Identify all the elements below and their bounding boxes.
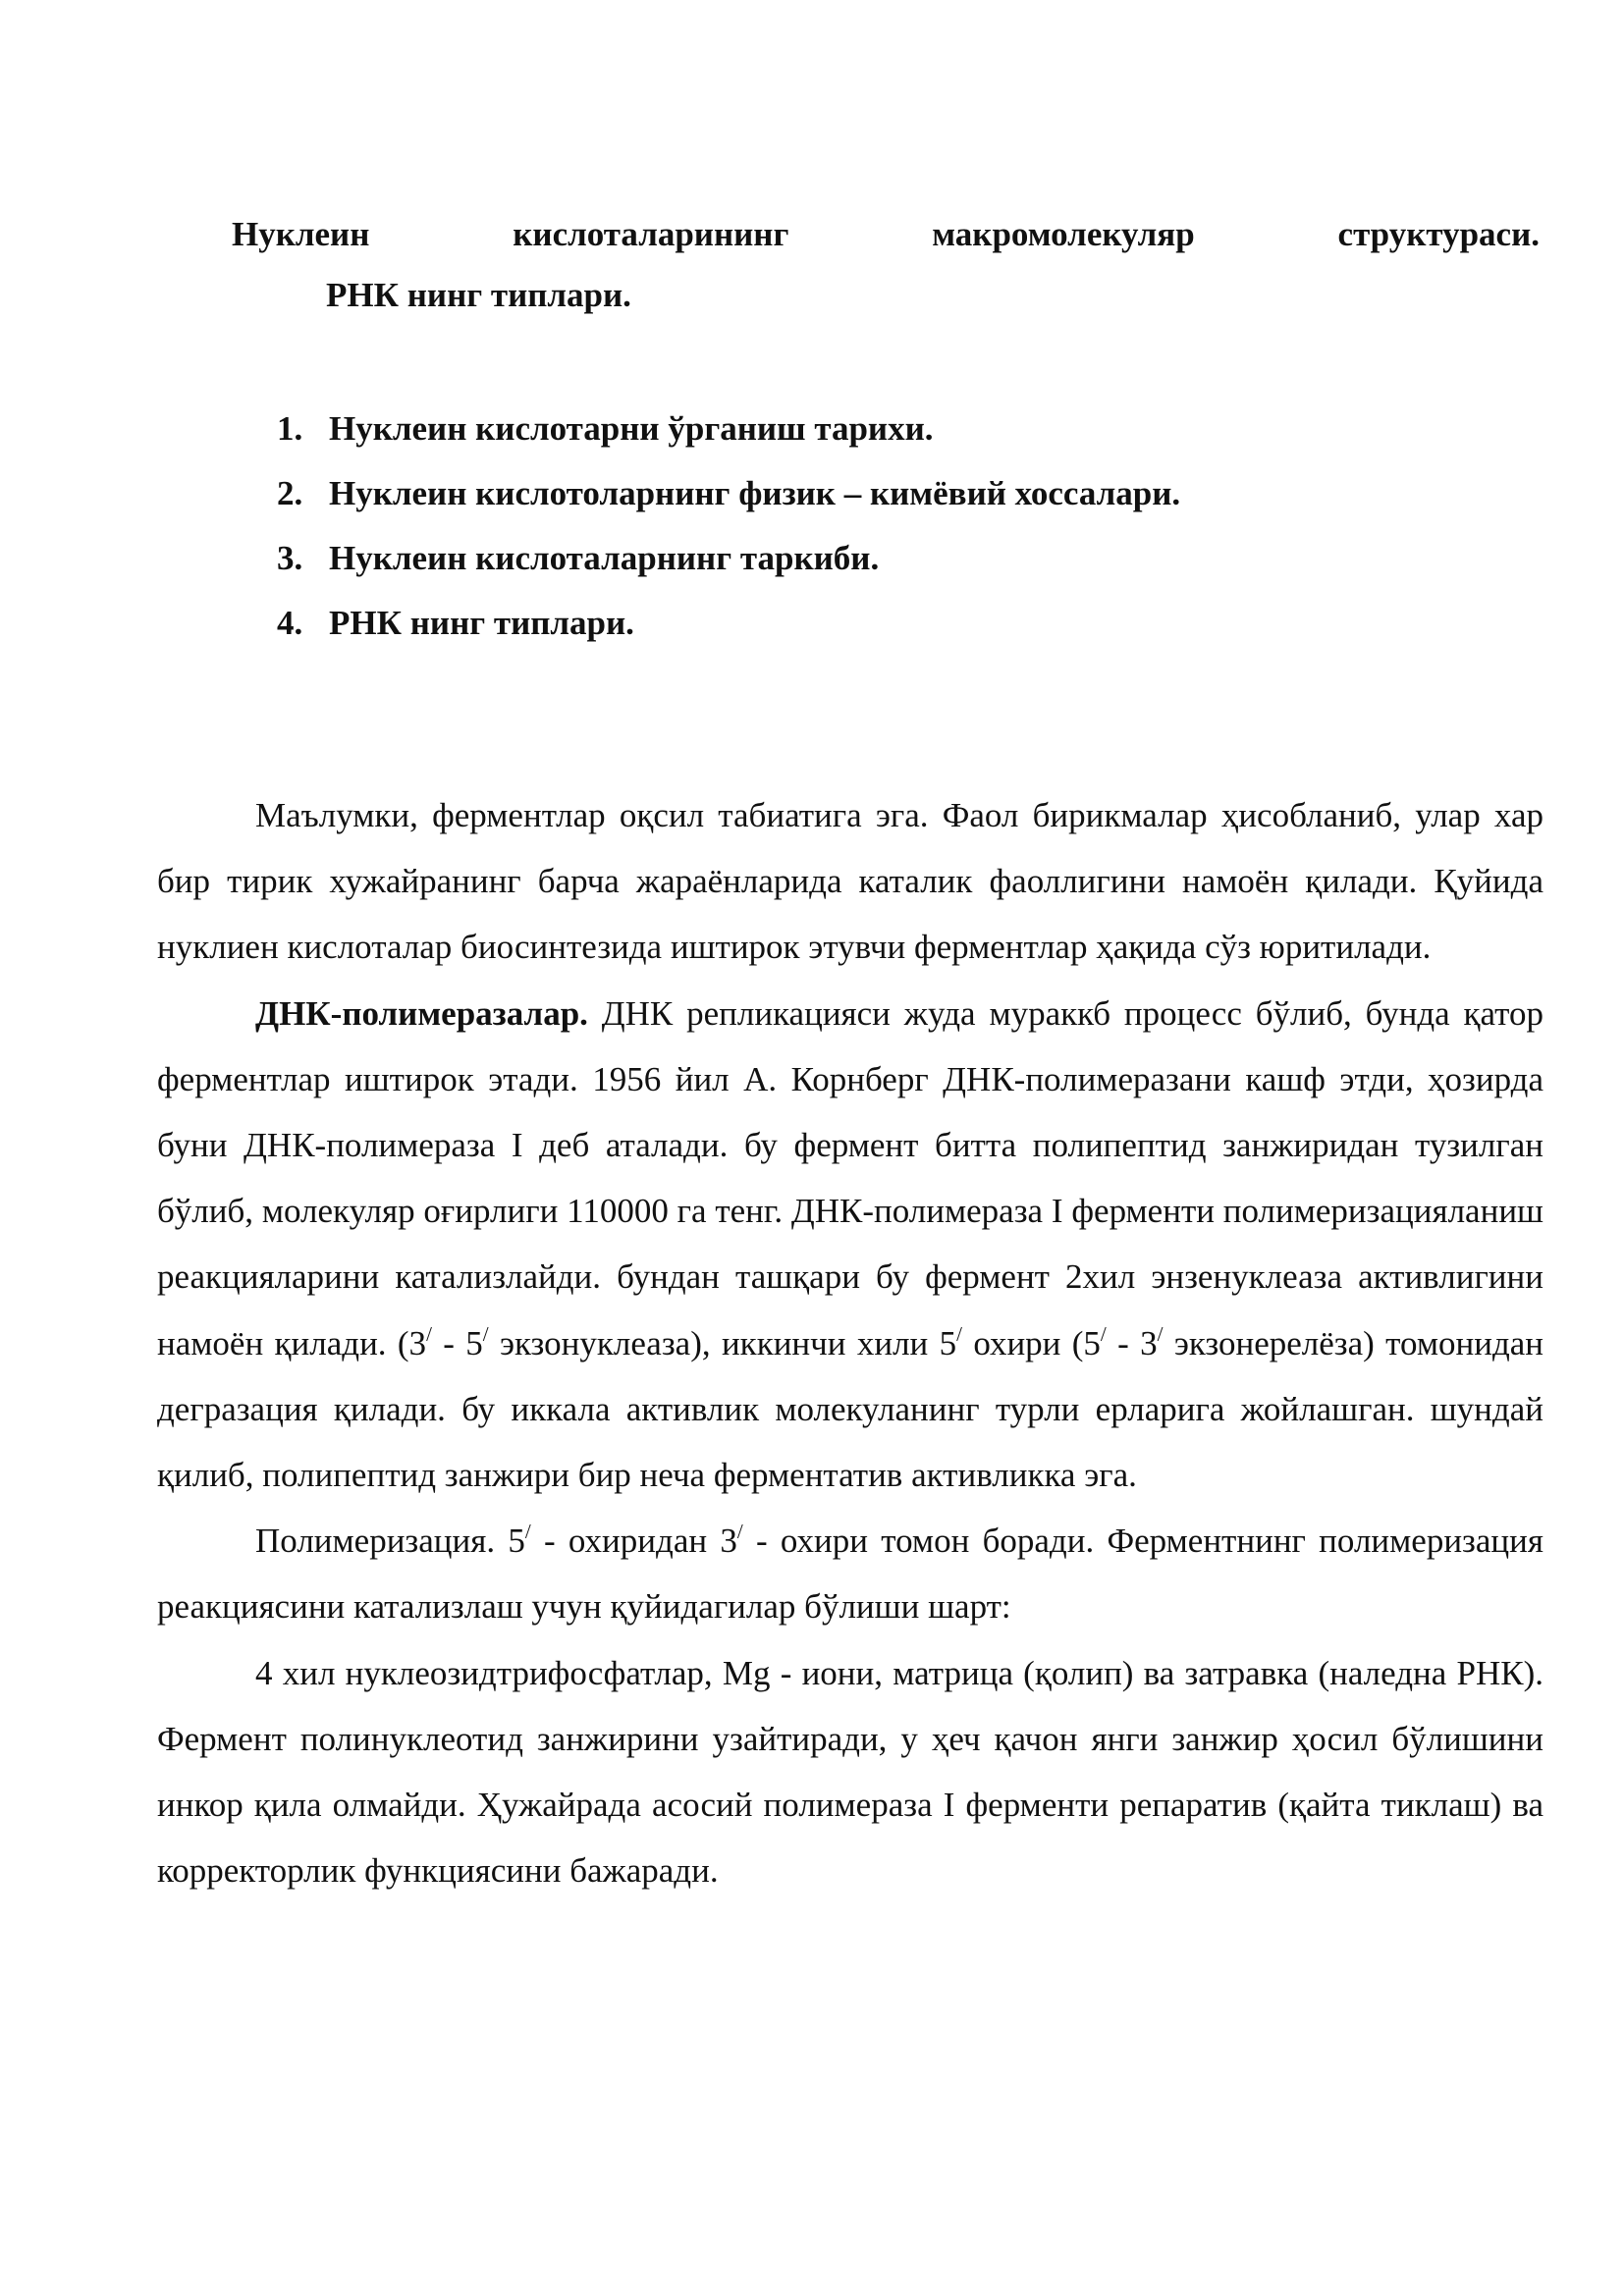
list-item-number: 4. bbox=[277, 604, 303, 642]
body-text bbox=[157, 782, 1543, 1903]
paragraph-heading: ДНК-полимеразалар. bbox=[255, 993, 588, 1033]
title-word: Нуклеин bbox=[232, 215, 370, 253]
title-word: кислоталарининг bbox=[513, 215, 789, 253]
list-item-text: РНК нинг типлари. bbox=[329, 604, 634, 642]
paragraph-dna-polymerases bbox=[157, 981, 1543, 1509]
paragraph-text: - 5 bbox=[431, 1323, 483, 1362]
prime-mark: / bbox=[482, 1321, 489, 1346]
page-title bbox=[232, 204, 1540, 326]
prime-mark: / bbox=[1100, 1321, 1107, 1346]
paragraph-text: - охири томон боради. Ферментнинг полимеризация реакциясини катализлаш учун қуйидагилар бўлиши шарт: bbox=[157, 1522, 1543, 1627]
title-line-1 bbox=[232, 204, 1540, 265]
prime-mark: / bbox=[1157, 1321, 1164, 1346]
title-word: макромолекуляр bbox=[932, 215, 1195, 253]
prime-mark: / bbox=[426, 1321, 432, 1346]
list-item-text: Нуклеин кислотоларнинг физик – кимёвий хоссалари. bbox=[329, 474, 1181, 512]
list-item-text: Нуклеин кислотарни ўрганиш тарихи. bbox=[329, 409, 934, 448]
paragraph-text: - 3 bbox=[1106, 1323, 1158, 1362]
list-item-number: 1. bbox=[277, 409, 303, 448]
list-item-text: Нуклеин кислоталарнинг таркиби. bbox=[329, 539, 880, 577]
paragraph-text: - охиридан 3 bbox=[530, 1522, 737, 1561]
paragraph-conditions: 4 хил нуклеозидтрифосфатлар, Mg - иони, матрица (қолип) ва затравка (наледна РНК). Фермент полинуклеотид занжирини узайтиради, у ҳеч қачон янги занжир ҳосил бўлишини инкор қила олмайди. Ҳужайрада асосий полимераза I ферменти репаратив (қайта тиклаш) ва корректорлик функциясини бажаради. bbox=[157, 1653, 1543, 1891]
title-line-2: РНК нинг типлари. bbox=[326, 276, 631, 314]
paragraph-text: Полимеризация. 5 bbox=[255, 1522, 525, 1561]
list-item-number: 3. bbox=[277, 539, 303, 577]
prime-mark: / bbox=[524, 1520, 531, 1544]
paragraph-text: ДНК репликацияси жуда мураккб процесс бўлиб, бунда қатор ферментлар иштирок этади. 1956 йил А. Корнберг ДНК-полимеразани кашф этди, ҳозирда буни ДНК-полимераза I деб аталади. бу фермент битта полипептид занжиридан тузилган бўлиб, молекуляр оғирлиги 110000 га тенг. ДНК-полимераза I ферменти полимеризацияланиш реакцияларини катализлайди. бундан ташқари бу фермент 2хил энзенуклеаза активлигини намоён қилади. (3 bbox=[157, 993, 1543, 1362]
prime-mark: / bbox=[736, 1520, 743, 1544]
topics-list bbox=[277, 397, 1180, 656]
paragraph-text: экзонерелёза) томонидан дегразация қилади. бу иккала активлик молекуланинг турли ерларига жойлашган. шундай қилиб, полипептид занжири бир неча ферментатив активликка эга. bbox=[157, 1323, 1544, 1495]
paragraph-intro: Маълумки, ферментлар оқсил табиатига эга. Фаол бирикмалар ҳисобланиб, улар хар бир тирик хужайранинг барча жараёнларида каталик фаоллигини намоён қилади. Қуйида нуклиен кислоталар биосинтезида иштирок этувчи ферментлар ҳақида сўз юритилади. bbox=[157, 796, 1543, 967]
paragraph-polymerization bbox=[157, 1508, 1543, 1639]
list-item bbox=[277, 461, 1180, 526]
prime-mark: / bbox=[956, 1321, 962, 1346]
list-item bbox=[277, 526, 1180, 591]
paragraph-text: экзонуклеаза), иккинчи хили 5 bbox=[488, 1323, 957, 1362]
list-item-number: 2. bbox=[277, 474, 303, 512]
list-item bbox=[277, 397, 1180, 461]
paragraph-text: охири (5 bbox=[961, 1323, 1101, 1362]
title-word: структураси. bbox=[1337, 215, 1541, 253]
list-item bbox=[277, 591, 1180, 656]
